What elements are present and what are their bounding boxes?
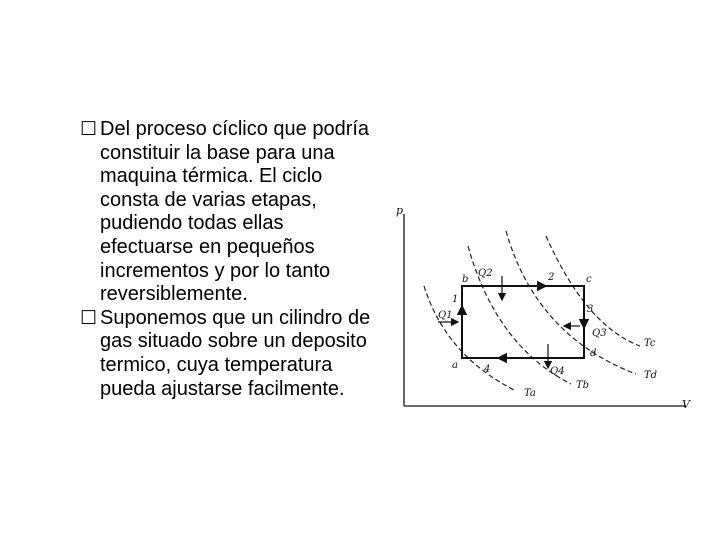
bullet-item <box>80 307 380 401</box>
corner-c-label: c <box>586 274 592 285</box>
cycle-rectangle <box>462 286 584 358</box>
corner-a-label: a <box>452 360 458 371</box>
heat-q1-label: Q1 <box>438 310 453 321</box>
axis-x-label: V <box>682 398 690 411</box>
axis-y-label: p <box>396 204 404 217</box>
checkbox-bullet-icon: ☐ <box>80 307 98 329</box>
step-3-label: 3 <box>587 304 594 315</box>
pv-cycle-diagram <box>386 196 696 420</box>
bullet-text: Suponemos que un cilindro de gas situado sobre un deposito termico, cuya temperatura pueda ajustarse facilmente. <box>100 306 371 400</box>
step-4-label: 4 <box>484 364 491 375</box>
corner-d-label: d <box>590 348 597 359</box>
checkbox-bullet-icon: ☐ <box>80 119 98 140</box>
heat-q2-label: Q2 <box>478 268 493 279</box>
heat-q3-label: Q3 <box>592 328 607 339</box>
step-1-label: 1 <box>452 294 459 305</box>
bullet-text: Del proceso cíclico que podría constituir la base para una maquina térmica. El ciclo consta de varias etapas, pudiendo todas ellas efectuarse en pequeños incrementos y por lo tanto reversiblemente. <box>100 118 370 306</box>
isotherm-td-label: Td <box>644 370 658 381</box>
heat-q4-label: Q4 <box>550 366 565 377</box>
bullet-item <box>80 118 380 307</box>
isotherm-ta-curve <box>424 286 516 391</box>
isotherm-tc-label: Tc <box>644 338 656 349</box>
isotherm-tb-label: Tb <box>576 380 590 391</box>
corner-b-label: b <box>462 274 469 285</box>
step-2-label: 2 <box>548 272 555 283</box>
isotherm-td-curve <box>506 231 636 374</box>
bullet-list <box>80 118 380 401</box>
isotherm-ta-label: Ta <box>524 388 536 399</box>
